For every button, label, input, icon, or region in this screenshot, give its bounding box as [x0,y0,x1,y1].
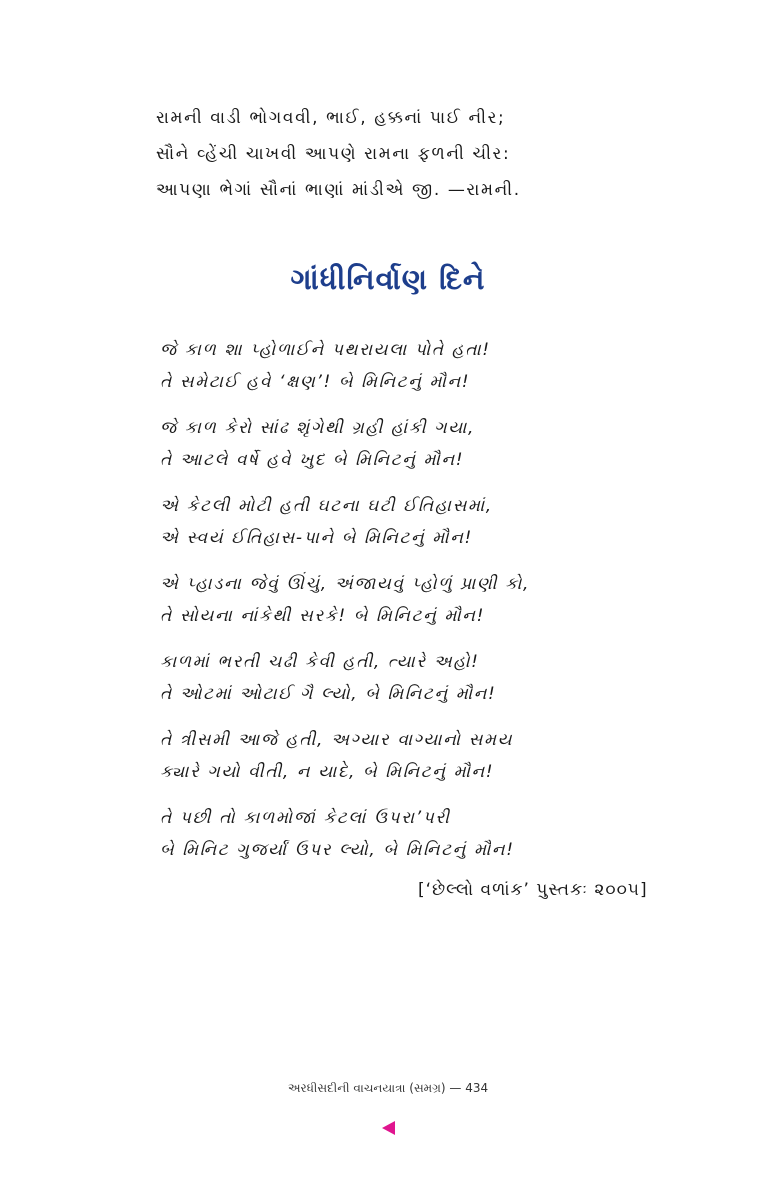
intro-line-1: રામની વાડી ભોગવવી, ભાઈ, હક્કનાં પાઈ નીર; [156,108,506,128]
poem-line: જે કાળ કેરો સાંઢ શૃંગેથી ગ્રહી હાંકી ગયા, [160,418,475,438]
poem-line: એ પ્હાડના જેવું ઊંચું, અંજાયવું પ્હોળું પ્રાણી કો, [160,574,531,594]
poem-line: તે આટલે વર્ષે હવે ખુદ બે મિનિટનું મૌન! [160,450,465,470]
footer-separator: — [449,1081,462,1095]
poem-line: તે ઓટમાં ઓટાઈ ગૈ લ્યો, બે મિનિટનું મૌન! [160,684,497,704]
poem-title: ગાંધીનિર્વાણ દિને [290,262,486,296]
page-number: 434 [465,1081,489,1095]
poem-line: કાળમાં ભરતી ચઢી કેવી હતી, ત્યારે અહો! [160,652,480,672]
poem-line: એ સ્વયં ઈતિહાસ-પાને બે મિનિટનું મૌન! [160,528,473,548]
page-footer [0,1081,776,1096]
poem-line: એ કેટલી મોટી હતી ઘટના ઘટી ઈતિહાસમાં, [160,496,493,516]
intro-line-3: આપણા ભેગાં સૌનાં ભાણાં માંડીએ જી. —રામની. [156,180,521,200]
poem-line: તે પછી તો કાળમોજાં કેટલાં ઉપરા’પરી [160,808,451,828]
poem-line: તે સમેટાઈ હવે ‘ક્ષણ’! બે મિનિટનું મૌન! [160,372,471,392]
source-citation: [‘છેલ્લો વળાંક’ પુસ્તકઃ ૨૦૦૫] [418,880,648,900]
previous-page-arrow-icon[interactable] [382,1121,395,1135]
intro-line-2: સૌને વ્હેંચી ચાખવી આપણે રામના ફળની ચીર: [156,144,511,164]
poem-line: તે સોયના નાંકેથી સરકે! બે મિનિટનું મૌન! [160,606,485,626]
poem-line: ક્યારે ગયો વીતી, ન યાદે, બે મિનિટનું મૌન! [160,762,495,782]
poem-line: જે કાળ શા પ્હોળાઈને પથરાયલા પોતે હતા! [160,340,491,360]
footer-book-title: અરધીસદીની વાચનયાત્રા (સમગ્ર) [287,1081,446,1095]
poem-line: તે ત્રીસમી આજે હતી, અગ્યાર વાગ્યાનો સમય [160,730,514,750]
poem-line: બે મિનિટ ગુજર્યાં ઉપર લ્યો, બે મિનિટનું મૌન! [160,840,515,860]
